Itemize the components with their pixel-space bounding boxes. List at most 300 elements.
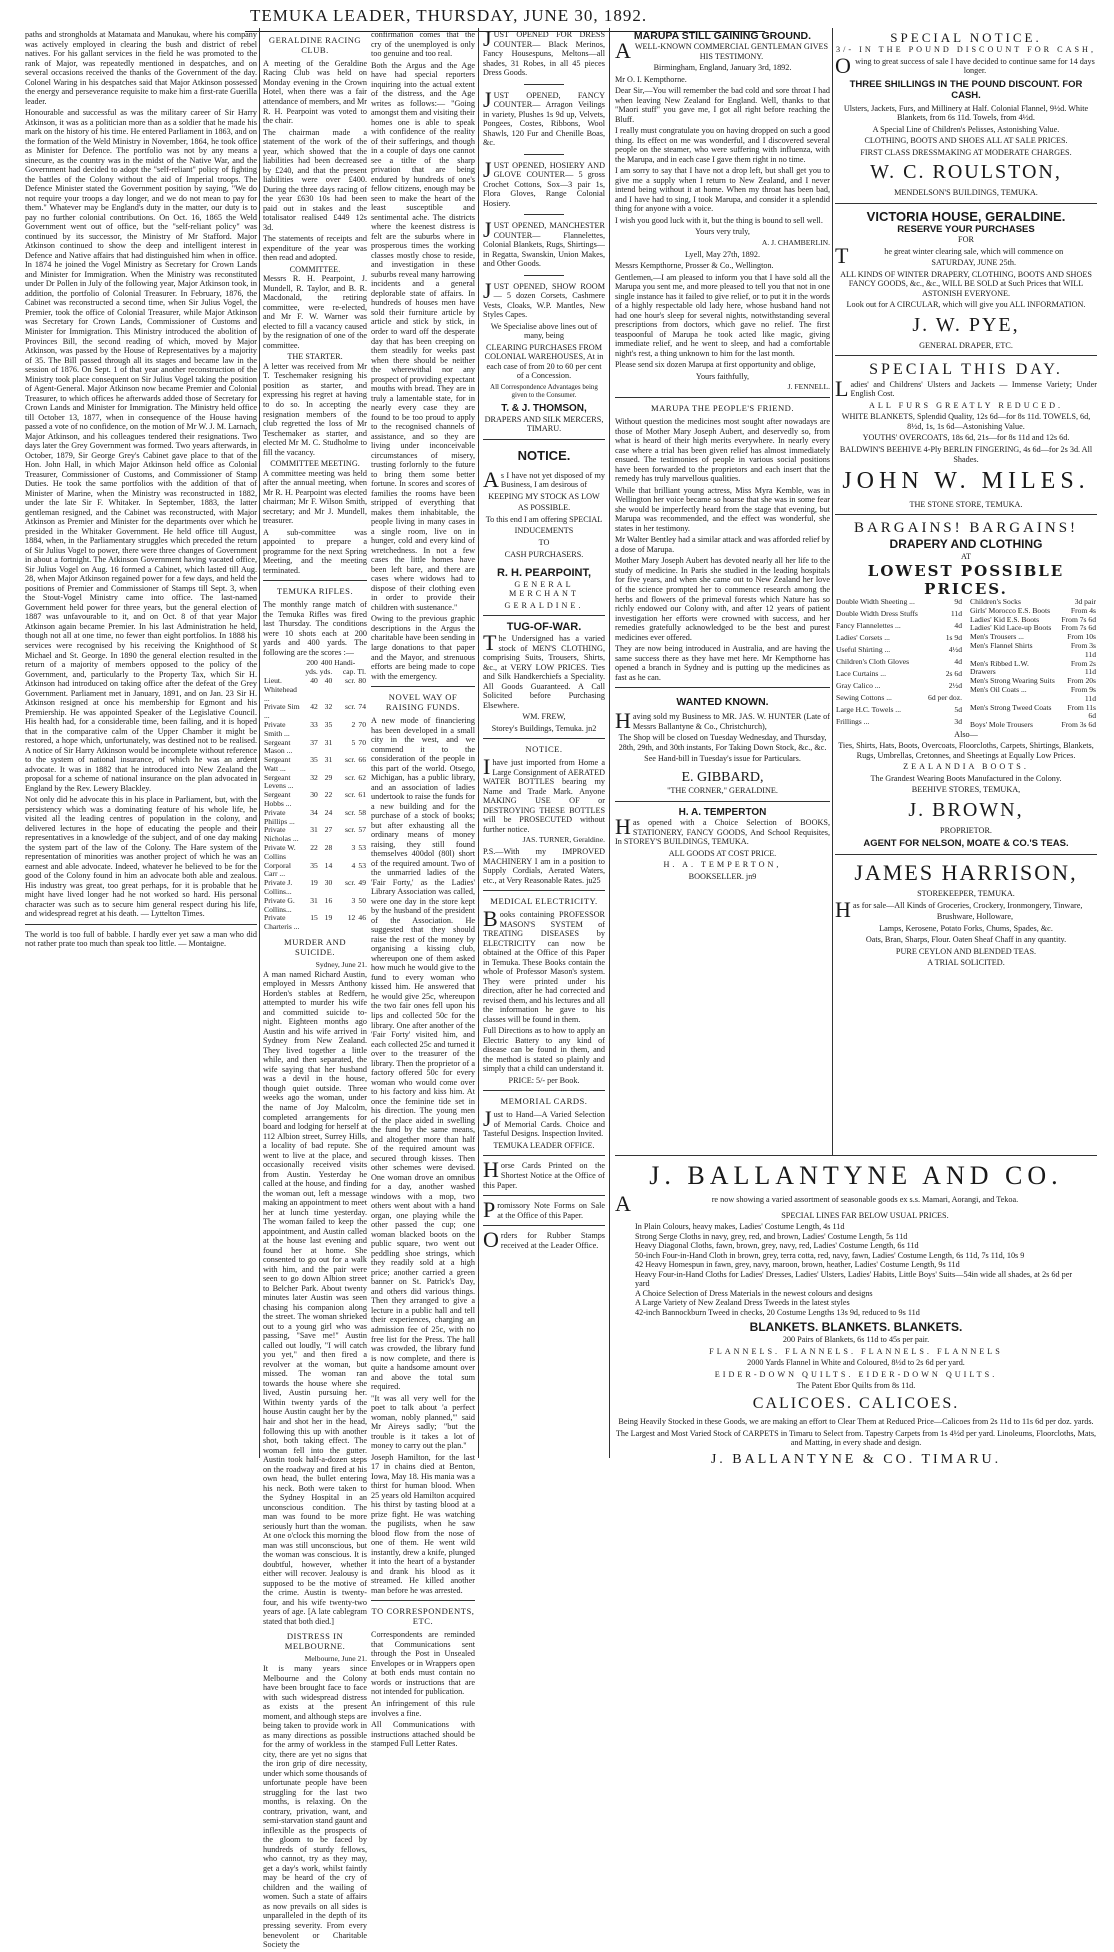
item-name: Useful Shirting ... [836, 644, 891, 654]
item-price: From 7s 6d [1061, 623, 1096, 633]
table-cell: 53 [358, 860, 366, 870]
table-cell: 34 [310, 807, 318, 817]
item-price: From 4s [1070, 605, 1096, 615]
item-name: Men's Strong Wearing Suits [970, 676, 1055, 686]
text: Orders for Rubber Stamps received at the Leader Office. [483, 1227, 605, 1253]
table-cell: scr. [345, 755, 356, 765]
text: Mr Walter Bentley had a similar attack and was afforded relief by a dose of Marupa. [615, 535, 830, 554]
text: I really must congratulate you on having dropped on such a good thing. Its effect on me was wonderful, and I discovered several people on the steamer, who were suffering with influenza, with the Marupa, and in each case I gave them right in no time. [615, 126, 830, 164]
table-cell: 31 [310, 825, 318, 835]
text: The Shop will be closed on Tuesday Wednesday, and Thursday, 28th, 29th, and 30th instants, For Taking Down Stock, &c., &c. [618, 733, 827, 752]
paragraph: Owing to the previous graphic descriptions in the Argus the charitable have been sending in large donations to that paper and the Mayor, and strenuous efforts are being made to cope with the emergency. [371, 614, 475, 681]
item-price: 3d [954, 716, 962, 726]
table-cell: 42 [310, 702, 318, 712]
price-list [835, 598, 1097, 730]
item-price: From 7s 6d [1061, 614, 1096, 624]
item-price: 1s 9d [945, 632, 962, 642]
heading-tug-of-war: TUG-OF-WAR. [506, 621, 582, 634]
item-name: Girls' Morocco E.S. Boots [970, 605, 1051, 615]
paragraph: An infringement of this rule involves a fine. [371, 1698, 475, 1718]
text: Brushware, Holloware, [936, 912, 1014, 922]
text: Has for sale—All Kinds of Groceries, Crockery, Ironmongery, Tinware, [835, 896, 1083, 922]
divider [371, 1600, 475, 1601]
paragraph: A sub-committee was appointed to prepare a programme for the next Spring Meeting, and the meeting terminated. [263, 527, 367, 575]
item-price: 2½d [948, 680, 962, 690]
table-cell: 14 [324, 860, 333, 870]
text: Oats, Bran, Sharps, Flour. Oaten Sheaf Chaff in any quantity. [865, 935, 1067, 945]
table-row [263, 739, 367, 757]
table-cell: scr. [345, 807, 356, 817]
paragraph: A new mode of financiering has been developed in a small city in the west, and we commend it to the consideration of the people in this part of the world. Otsego, Michigan, has a public library, and an association of ladies undertook to raise the funds for a new building and for the purchase of a stock of books; but after exhausting all the ordinary means of money raising, they still found themselves 400dol (80l) short of the required amount. Two of the unmarried ladies of the 'Fair Forty,' as the Ladies' Library Association was called, were one day in the store kept by the husband of the president of the Association. He suggested that they should raise the rest of the money by organising a kissing club, whereupon one of them asked how much he would give to the fund to every woman who kissed him. He answered that he would give 25c, whereupon the two fair ones fell upon his lips and collected 50c for the library. One after another of the 'Fair Forty' visited him, and each collected 25c and turned it over to the treasurer of the library. Then the proprietor of a factory offered 50c for every woman who would come over to his factory and kiss him. At once the feminine tide set in his direction. The young men of the place aided in swelling the fund by the same means, and altogether more than half of the required amount was secured through kisses. Then other schemes were devised. One woman drove an omnibus for a day, another washed windows with a mop, two others went about with a hand organ, one playing while the other passed the cup; one woman blacked boots on the public square, two went out peddling shoe strings, which they readily sold at a high price; another carried a green banner on St. Patrick's Day, and others did various things. Then they arranged to give a lecture in a public hall and tell their experiences, charging an admission fee of 25c, with no free list for the Press. The hall was crowded, the library fund is now complete, and there is quite a handsome amount over and above the total sum required. [371, 716, 475, 1392]
table-cell: 46 [358, 913, 366, 923]
text: AS POSSIBLE. [517, 503, 571, 513]
text: Just to Hand—A Varied Selection of Memorial Cards. Choice and Tasteful Designs. Inspection Invited. [483, 1106, 605, 1139]
article-paragraph: Not only did he advocate this in his place in Parliament, but, with the persistency which was a dominating feature of his whole life, he visited all the leading centres of population in the colony, and delivered lectures in the hope of educating the people and their representatives in a knowledge of the subject, and of one day making the system part of the law of the Colony. The Hare system of the representation of minorities was another project of which he was an earnest and able advocate. Indeed, whatever he believed to be for the good of the Colony found in him an advocate both able and zealous. His industry was great, too great perhaps, for it is probable that he might have lived longer had he not worked so hard. His personal character was such as to secure him general respect during his life, and widespread regret at his death. — Lyttelton Times. [25, 795, 257, 919]
ballantyne-advertisement [615, 1155, 1097, 1467]
advertiser-name: W. C. ROULSTON, [870, 161, 1062, 184]
heading-medical-electricity: MEDICAL ELECTRICITY. [490, 896, 598, 907]
advertiser-name: H. A. TEMPERTON [678, 806, 767, 818]
special-lines-list [615, 1222, 1097, 1317]
text: Ulsters, Jackets, Furs, and Millinery at Half. Colonial Flannel, 9½d. White Blankets, from 6s 11d. Towels, from 4½d. [843, 103, 1089, 123]
text: Having sold my Business to MR. JAS. W. HUNTER (Late of Messrs Ballantyne & Co., Christchurch), [615, 708, 830, 734]
table-cell: 62 [358, 772, 366, 782]
advertiser-name: WM. FREW, [522, 712, 566, 722]
heading-racing-club: GERALDINE RACING CLUB. [268, 35, 362, 55]
text: See Hand-bill in Tuesday's issue for Particulars. [644, 754, 801, 764]
table-cell: scr. [345, 702, 356, 712]
paragraph: Both the Argus and the Age have had special reporters inquiring into the actual extent of the distress, and the Age writes as follows:— "Going amongst them and visiting their homes one is able to speak with confidence of the reality of their sufferings, and though in a couple of days one cannot see a titlte of the sharp privation that are being endured by hundreds of one's fellow citizens, enough may be seen to make the heart of the least susceptible and sentimental ache. The districts where the keenest distress is felt are the suburbs where in prosperous times the working classes mostly chose to reside, and investigation in these suburbs reveal many harrowing incidents and a general deplorable state of affairs. In hundreds of houses men have sold their furniture article by article and stick by stick, in order to ward off the desperate day that has been creeping on them steadily for weeks past when there should be neither the wherewithal nor any prospect of providing expectant mouths with bread. They are in truly a lamentable state, for in nearly every case they are found to be too proud to apply to the recognised channels of assistance, and so they are living under inconceivable circumstances of misery, trusting forlornly to the future to bring them some better fortune. In scores and scores of families the rooms have been stripped of everything that makes them inhabitable, the people living in many cases in a single room, live on in hunger, cold and every kind of wretchedness. In not a few cases the little homes have been left bare, and there are cases where widows had to dispose of their clothing even in order to provide their children with sustenance." [371, 60, 475, 612]
text: Birmingham, England, January 3rd, 1892. [653, 63, 792, 73]
table-cell: Sergeant Levens ... [264, 772, 294, 791]
table-row [263, 809, 367, 827]
text: DRAPERS AND SILK MERCERS, TIMARU. [484, 414, 604, 434]
table-cell: Sergeant Watt ... [264, 755, 291, 773]
table-cell: Sergeant Hobbs ... [264, 790, 292, 809]
text: 3/- IN THE POUND DISCOUNT FOR CASH, [835, 45, 1097, 55]
heading-memorial-cards: MEMORIAL CARDS. [500, 1096, 588, 1107]
divider [483, 890, 605, 891]
text: While that brilliant young actress, Miss Myra Kemble, was in Wellington her voice became so hoarse that she was in some fear she would be imperfectly heard from the stage that evening, but Marupa was recommended, and the effect was wonderful, she states in her testimony. [615, 485, 830, 533]
heading-notice: NOTICE. [525, 744, 563, 755]
table-cell: 33 [310, 719, 318, 729]
table-header: yds. [305, 667, 318, 677]
divider [524, 84, 564, 85]
table-cell: scr. [345, 790, 356, 800]
article-paragraph: Honourable and successful as was the military career of Sir Harry Atkinson, it was as a politician more than as a soldier that he made his mark on the history of his time. He entered Parliament in 1863, and on the formation of the Weld Ministry in November, 1864, he took office as Minister for Defence. The portfolio was not by any means a sinecure, as the country was in the midst of the Native War, and the Government had decided to adopt the "self-reliant" policy of fighting the battles of the Colony without the aid of Imperial troops. The Defence Minister stated the Government position by saying, "We do not require your troops a day longer, and we do not mean to pay for them." Whatever may be England's duty in the matter, our duty is to pay no further colonial contributions. On Oct. 16, 1865 the Weld Government went out of office, but the "self-reliant policy" was continued by its successor, the Ministry of Mr Stafford. Major Atkinson continued to show the deep and intelligent interest in Defence and Native affairs that had distinguished him when in office. In 1874 he joined the Vogel Ministry as Secretary for Crown Lands and Minister for Immigration. When the Ministry was reconstituted under Dr Pollen in July of the following year, Major Atkinson took, in addition, the portfolio of Colonial Treasurer. In February, 1876, the Cabinet was reconstructed a second time, when Sir Julius Vogel, the Premier, took the office of Colonial Treasurer, while Major Atkinson was Secretary for Crown Lands, Commissioner of Customs and Minister for Immigration. This Ministry introduced the abolition of Provinces Bill, the second reading of which, moved by Major Atkinson, was passed by the House of Representatives by a majority of 35. The Bill passed through all its stages and became law in the session of 1876. On Sept. 1 of that year another reconstruction of the Ministry took place consequent on Sir Julius Vogel taking the position of Agent-General. Major Atkinson now became Premier and Colonial Treasurer, to which offices he afterwards added those of Secretary for Crown Lands and Minister for Immigration. The Ministry held office till October 13, 1877, when in consequence of the House having passed a vote of no confidence, on the motion of Mr W. J. M. Larnach, Major Atkinson, and his colleagues tendered their resignations. Two days later the Grey Government was formed. Two years afterwards, in October, 1879, Sir George Grey's Cabinet gave place to that of the Hon. John Hall, in which Major Atkinson held office as Colonial Treasurer, Commissioner of Customs, and Commissioner of Stamp Duties. He took the same portfolios with the addition of that of Minister of Marine, when the Ministry was reconstructed in 1882, under the late Sir F. Whitaker. In September, 1883, the latter gentleman resigned, and the Cabinet was reconstructed, with Major Atkinson as Premier and Minister for the departments over which he presided in the Whitaker Government. He held office till August, 1884, when, in the Parliamentary struggles which preceded the return of Sir Julius Vogel to power, there were three changes of Government in about a fortnight. The Atkinson Government having vacated office, Sir Julius Vogel on Aug. 16 formed a Cabinet, which lasted till Aug. 28, when Major Atkinson regained power for a few days, and held the positions of Premier and Commissioner of Stamps till Sept. 3, when the Stout-Vogel Ministry came into office. The last-named Government held power for three years, but the general election of 1887 was unfavourable to it, and on Oct. 8 of that year Major Atkinson again became Premier. In his last Administration he held, though not all at one time, no fewer than eight portfolios. In 1888 his services were recognised by his receiving the Knighthood of St Michael and St. George. In 1890 the general election resulted in the return of a majority of members opposed to the policy of the Government, and, particularly to the Property Tax, which Sir H. Atkinson had introduced on taking office after the defeat of the Grey Government. Parliament met in January, 1891, and on Jan. 23 Sir H. Atkinson resigned at once his membership for Egmont and his Premiership. He was appointed Speaker of the Legislative Council. His health had, for a considerable time, been failing, and it is hoped that in the comparative calm of the Upper Chamber it might be restored, a hope which, unfortunately, was destined not to be realised. A notice of Sir Harry Atkinson would be incomplete without reference to the system of national insurance, of which he was an ardent advocate. It was in 1882 that he introduced into New Zealand the proposal for a scheme of national insurance on the plan advocated in England by the Rev. Lewery Blackley. [25, 108, 257, 793]
text: The Largest and Most Varied Stock of CARPETS in Timaru to Select from. Tapestry Carpets from 1s 4½d per yard. Linoleums, Floorcloths, Mats, and Matting, in every shade and design. [615, 1428, 1097, 1448]
text: Are now showing a varied assortment of seasonable goods ex s.s. Mamari, Aorangi, and Tekoa. [615, 1191, 1019, 1217]
text: Lyell, May 27th, 1892. [684, 249, 761, 259]
advertiser-name: J. BROWN, [908, 799, 1024, 821]
paragraph: confirmation comes that the cry of the unemployed is only too genuine and too real. [371, 30, 475, 59]
table-cell: Private Nicholas ... [264, 825, 299, 844]
text: H. A. TEMPERTON, [663, 860, 782, 870]
table-cell: 19 [310, 878, 318, 888]
advertiser-name: J. BALLANTYNE AND CO. [649, 1161, 1063, 1190]
item-price: 5d [954, 704, 962, 714]
item-price: 2s 6d [945, 668, 962, 678]
footer-quote: The world is too full of babble. I hardly ever yet saw a man who did not rather prate too much than speak too little. — Montaigne. [25, 929, 257, 949]
article-paragraph: paths and strongholds at Matamata and Manukau, where his company was actively employed in clearing the bush and district of rebel natives. For his gallant services in the field he was promoted to the rank of Major, was repeatedly mentioned in despatches, and on several occasions received the thanks of the Government of the day. Colonel Waring in his despatches said that Major Atkinson possessed the energy and perseverance requisite to make him a first-rate Guerilla leader. [25, 30, 257, 106]
table-row [263, 826, 367, 844]
table-row [263, 879, 367, 897]
headline: BLANKETS. BLANKETS. BLANKETS. [749, 1320, 963, 1335]
list-item: In Plain Colours, heavy makes, Ladies' Costume Length, 4s 11d [635, 1222, 845, 1232]
table-cell: 40 [310, 675, 318, 685]
subheading: THE STARTER. [287, 352, 343, 362]
table-cell: 29 [324, 772, 333, 782]
text: MENDELSON'S BUILDINGS, TEMUKA. [894, 188, 1038, 198]
table-cell: 19 [324, 913, 333, 923]
divider [615, 801, 830, 802]
divider [483, 439, 605, 440]
table-cell: 4 [351, 860, 356, 870]
text: BALDWIN'S BEEHIVE 4-Ply BERLIN FINGERING, 4s 6d—for 2s 3d. All Shades. [839, 444, 1093, 464]
ad-fancy-counter: JUST OPENED, FANCY COUNTER— Arragon Veilings in variety, Plushes 1s 9d up, Velvets, Pongees, Costes, Ribbons, Wool Shawls, 120 Fur and Chenille Boas, &c. [483, 86, 605, 148]
divider [615, 687, 830, 688]
table-row [263, 721, 367, 739]
text: FLANNELS. FLANNELS. FLANNELS. FLANNELS [709, 1346, 1003, 1356]
divider [483, 738, 605, 739]
text: We Specialise above lines out of many, being [490, 321, 598, 341]
item-name: Ladies' Kid Lace-up Boots [970, 623, 1052, 633]
price-list-right [969, 598, 1097, 730]
item-name: Double Width Sheeting ... [836, 596, 915, 606]
text: ALL FURS GREATLY REDUCED. [868, 400, 1064, 410]
text: Also— [954, 729, 978, 739]
table-header: 400 [320, 658, 333, 668]
table-cell: Lieut. Whitehead ... [264, 675, 297, 703]
table-cell: 32 [310, 772, 318, 782]
table-cell: Sergeant Mason ... [264, 737, 293, 756]
table-cell: 27 [324, 825, 333, 835]
paragraph: A committee meeting was held after the annual meeting, when Mr R. H. Pearpoint was elected chairman; Mr F. Wilson Smith, secretary; and Mr J. Mundell, treasurer. [263, 468, 367, 526]
item-price: 4½d [948, 644, 962, 654]
table-cell: 30 [324, 878, 333, 888]
paragraph: A man named Richard Austin, employed in Messrs Anthony Horden's stables at Redfern, attempted to murder his wife and committed suicide to-night. Eighteen months ago Austin and his wife arrived in Sydney from New Zealand. They lived together a little while, and then separated, the wife saying that her husband was a devil in the house, though quiet outside. Three weeks ago the woman, under the name of Joy Malcolm, completed arrangements for board and lodging for herself at 112 Albion street, Surrey Hills, a locality of bad repute. She went to live at the place, and occasionally received visits from Austin. Yesterday he called at the house, and finding the woman out, left a message making an appointment to meet her at lunch time yesterday. The woman failed to keep the appointment, and Austin called at the house last evening and found her at home. She consented to go out for a walk with him, and the pair were seen to go down Albion street to Belcher Park. About twenty minutes later Austin was seen chasing his companion along the street. The woman shrieked out to a young girl who was passing, "Save me!" Austin called out loudly, "I will catch you yet," and then fired a revolver at the woman, but missed. The woman ran towards the house where she lived, Austin pursuing her. Within twenty yards of the house Austin caught her by the hair and shot her in the head, following this up with another shot, both taking effect. The woman fell into the gutter. Austin took half-a-dozen steps on the roadway and fired at his own head, the bullet entering his neck. Both were taken to the Sydney Hospital in an unconscious condition. The man was found to be more seriously hurt than the woman. At one o'clock this morning the man was still unconscious, but the woman was conscious. It is doubtful, however, whether either will recover. Jealousy is supposed to be the motive of the crime. Austin is twenty-four, and his wife twenty-two years of age. [A late cablegram stated that both died.] [263, 969, 367, 1626]
divider [835, 854, 1097, 855]
item-name: Frillings ... [836, 716, 870, 726]
table-cell: Private Smith ... [264, 719, 290, 738]
table-cell: 57 [358, 825, 366, 835]
table-cell: Private Phillips ... [264, 807, 295, 826]
item-name: Lace Curtains ... [836, 668, 886, 678]
text: GERALDINE. [504, 600, 584, 610]
paragraph: The monthly range match of the Temuka Rifles was fired last Thursday. The conditions were 10 shots each at 200 yards and 400 yards. The following are the scores :— [263, 600, 367, 657]
item-price: 4d [954, 656, 962, 666]
table-cell: 31 [310, 895, 318, 905]
table-cell: 31 [324, 737, 333, 747]
table-cell: 74 [358, 702, 366, 712]
headline: LOWEST POSSIBLE PRICES. [867, 562, 1065, 598]
text: AWELL-KNOWN COMMERCIAL GENTLEMAN GIVES HIS TESTIMONY. [615, 38, 829, 64]
item-price: From 3s 6d [1061, 720, 1096, 730]
text: WHITE BLANKETS, Splendid Quality, 12s 6d—for 8s 11d. TOWELS, 6d, 8½d, 1s, 1s 6d—Astonishing Value. [841, 412, 1091, 431]
text: Promissory Note Forms on Sale at the Office of this Paper. [483, 1197, 605, 1223]
text: Full Directions as to how to apply an Electric Battery to any kind of disease can be found in them, and the method is stated so plainly and simply that a child can understand it. [483, 1026, 605, 1074]
table-header: cap. [342, 667, 356, 677]
text: TEMUKA LEADER OFFICE. [493, 1140, 595, 1150]
text: Owing to great success of sale I have decided to continue same for 14 days longer. [835, 52, 1095, 78]
list-item [835, 706, 963, 718]
headline: AGENT FOR NELSON, MOATE & CO.'S TEAS. [863, 837, 1069, 849]
text: Yours faithfully, [695, 371, 750, 381]
list-item [969, 686, 1097, 704]
text: 2000 Yards Flannel in White and Coloured, 8½d to 2s 6d per yard. [747, 1358, 965, 1368]
table-cell: 35 [324, 719, 333, 729]
heading-special-this-day: SPECIAL THIS DAY. [869, 361, 1063, 379]
item-price: 4d [954, 620, 962, 630]
divider [524, 275, 564, 276]
text: Gentlemen,—I am pleased to inform you that I have sold all the Marupa you sent me, and more pleased to tell you that not in one single instance has it failed to give relief, or to put it in the words of a highly respectable old lady here, whose husband hand not had one hour's sleep for several nights, notwithstanding several prescriptions from doctors, which gave no relief. The first teaspoonful of Marupa he took acted like magic, giving immediate relief, and he went to sleep, and had a comfortable night's rest, a thing unknown to him for the last month. [615, 272, 830, 358]
text: Yours very truly, [695, 227, 750, 237]
advertiser-name: JAMES HARRISON, [854, 859, 1078, 885]
text: Books containing PROFESSOR MASON'S SYSTEM of TREATING DISEASES by ELECTRICITY can now be obtained at the Office of this Paper in Temuka. These Books contain the whole of Professor Mason's system. They were printed under his direction, after he had corrected and revised them, and his lectures and all the information he gave to his classes will be found in them. [483, 906, 605, 1024]
text: KEEPING MY STOCK AS LOW [488, 491, 600, 501]
table-cell: 37 [310, 737, 318, 747]
text: ZEALANDIA BOOTS. [903, 762, 1029, 772]
advertiser-name: JOHN W. MILES. [842, 468, 1090, 495]
divider [835, 203, 1097, 204]
table-cell: Private Charteris ... [264, 913, 300, 932]
heading-peoples-friend: MARUPA THE PEOPLE'S FRIEND. [650, 403, 795, 414]
text: A TRIAL SOLICITED. [927, 958, 1005, 968]
text: The great winter clearing sale, which will commence on [835, 242, 1064, 268]
item-price: 11d [950, 608, 962, 618]
divider [483, 1090, 605, 1091]
table-cell: 70 [358, 719, 366, 729]
paragraph: All Communications with instructions attached should be stamped Full Letter Rates. [371, 1720, 475, 1749]
heading-distress-melbourne: DISTRESS IN MELBOURNE. [284, 1631, 346, 1652]
headline: THREE SHILLINGS IN THE POUND DISCOUNT. FOR CASH. [849, 78, 1083, 101]
advertiser-name: T. & J. THOMSON, [501, 403, 587, 415]
table-cell: Private W. Collins [264, 843, 296, 861]
item-name: Children's Cloth Gloves [836, 656, 910, 666]
item-price: From 20s [1067, 676, 1096, 686]
column-2 [263, 30, 475, 1950]
divider [263, 580, 367, 581]
table-cell: 3 [351, 895, 356, 905]
divider [25, 924, 257, 925]
price: PRICE: 5/- per Book. [508, 1075, 580, 1085]
item-name: Double Width Dress Stuffs [836, 608, 918, 618]
item-name: Sewing Cottons ... [836, 692, 892, 702]
item-price: 6d per doz. [928, 692, 962, 702]
text: ALL GOODS AT COST PRICE. [668, 848, 777, 858]
ad-dress-counter: JUST OPENED FOR DRESS COUNTER— Black Merinos, Fancy Housespuns, Meltons—all shades, 31 Robes, in all 45 pieces Dress Goods. [483, 26, 605, 78]
table-cell: 49 [358, 878, 366, 888]
heading-notice: NOTICE. [517, 447, 571, 463]
divider [371, 686, 475, 687]
table-cell: 30 [310, 790, 318, 800]
item-name: Boys' Mole Trousers [970, 720, 1033, 730]
item-name: Fancy Flannelettes ... [836, 620, 901, 630]
rifle-scores-table [263, 659, 367, 932]
item-name: Ladies' Corsets ... [836, 632, 890, 642]
text: As I have not yet disposed of my Business, I am desirous of [483, 466, 605, 492]
paragraph: Correspondents are reminded that Communications sent through the Post in Unsealed Envelopes or in Wrappers open at both ends must contain no words or instructions that are not intended for publication. [371, 1630, 475, 1697]
headline: DRAPERY AND CLOTHING [889, 536, 1043, 551]
item-name: Men's Trousers ... [970, 632, 1024, 642]
table-cell: 12 [347, 913, 356, 923]
newspaper-title: TEMUKA LEADER, THURSDAY, JUNE 30, 1892. [250, 6, 648, 25]
list-item: A Choice Selection of Dress Materials in the newest colours and designs [635, 1288, 873, 1298]
item-price: From 11s 6d [1067, 702, 1096, 721]
text: The Grandest Wearing Boots Manufactured in the Colony. [870, 773, 1062, 783]
item-price: From 3s 11d [1070, 640, 1096, 659]
list-item: 42-inch Bannockburn Tweed in checks, 20 Costume Lengths 13s 9d, reduced to 9s 11d [635, 1307, 920, 1317]
table-header: Handi- [334, 658, 356, 668]
text: 200 Pairs of Blankets, 6s 11d to 45s per pair. [782, 1335, 930, 1345]
list-item [835, 718, 963, 730]
table-row [263, 844, 367, 862]
text: SPECIAL LINES FAR BELOW USUAL PRICES. [781, 1210, 949, 1220]
ad-show-room: JUST OPENED, SHOW ROOM— 5 dozen Corsets, Cashmere Vests, Cloaks, W.P. Mantles, New Styles Capes. [483, 277, 605, 320]
text: Dear Sir,—You will remember the bad cold and sore throat I had when leaving New Zealand for England. Well, thanks to that "Maori stuff" you gave me, I got all right before reaching the Bluff. [615, 86, 830, 124]
table-row [263, 756, 367, 774]
table-cell: Private Sim ... [264, 702, 300, 721]
table-cell: 3 [351, 843, 356, 853]
heading-wanted-known: WANTED KNOWN. [676, 696, 769, 709]
table-cell: 66 [358, 755, 366, 765]
text: I wish you good luck with it, but the thing is bound to sell well. [615, 215, 823, 225]
divider [524, 214, 564, 215]
text: To this end I am offering SPECIAL [485, 514, 603, 524]
table-cell: 28 [324, 843, 333, 853]
text: Being Heavily Stocked in these Goods, we are making an effort to Clear Them at Reduced Price—Calicoes from 2s 11d to 11s 6d per doz. yards. [618, 1417, 1094, 1427]
table-row [263, 862, 367, 880]
paragraph: The chairman made a statement of the work of the year, which showed that the liabilities had been decreased by £240, and that the present liabilities were over £400. During the three days racing of the year £630 10s had been paid out in stakes and the totalisator realised £449 12s 3d. [263, 127, 367, 232]
table-cell: 32 [324, 702, 333, 712]
text: Messrs Kempthorne, Prosser & Co., Wellington. [615, 261, 774, 271]
table-cell: 22 [324, 790, 333, 800]
signature: JAS. TURNER, Geraldine. [522, 835, 605, 845]
paragraph: Messrs R. H. Pearpoint, J. Mundell, R. Taylor, and B. R. Macdonald, the retiring committee, were re-elected, and Mr F. W. Warner was elected to fill a vacancy caused by the resignation of one of the committee. [263, 274, 367, 350]
divider [483, 1225, 605, 1226]
text: GENERAL DRAPER, ETC. [919, 340, 1013, 350]
dateline: Sydney, June 21. [315, 959, 367, 969]
table-cell: 61 [358, 790, 366, 800]
text: Has opened with a Choice Selection of BOOKS, STATIONERY, FANCY GOODS, And School Requisites, In STOREY'S BUILDINGS, TEMUKA. [615, 814, 830, 847]
divider [835, 514, 1097, 515]
text: Ladies' and Childrens' Ulsters and Jackets — Immense Variety; Under English Cost. [835, 375, 1097, 401]
item-name: Men's Flannel Shirts [970, 640, 1033, 650]
table-cell: 31 [324, 755, 333, 765]
table-cell: Private J. Collins... [264, 878, 293, 897]
table-cell: 80 [358, 675, 366, 685]
text: Look out for A CIRCULAR, which will give you ALL INFORMATION. [846, 300, 1086, 310]
list-item: Heavy Four-in-Hand Cloths for Ladies' Dresses, Ladies' Ulsters, Ladies' Habits, Little Boys' Suits—54in wide all shades, at 2s 6d per yard [635, 1269, 1073, 1289]
table-cell: scr. [345, 878, 356, 888]
text: Horse Cards Printed on the Shortest Notice at the Office of this Paper. [483, 1157, 605, 1190]
text: PROPRIETOR. [940, 826, 992, 836]
item-name: Ladies' Kid E.S. Boots [970, 614, 1040, 624]
heading-novel-funds: NOVEL WAY OF RAISING FUNDS. [385, 692, 461, 713]
divider [483, 615, 605, 616]
advertiser-name: R. H. PEARPOINT, [496, 567, 592, 580]
list-item: 42 Heavy Homespun in fawn, grey, navy, maroon, brown, heather, Ladies' Costume Length, 9s 11d [635, 1260, 960, 1270]
text: TO [538, 538, 550, 547]
divider [615, 1155, 1097, 1156]
item-price: From 10s [1067, 632, 1096, 642]
item-price: 9d [954, 596, 962, 606]
table-header [263, 659, 304, 668]
item-name: Children's Socks [970, 596, 1021, 606]
text: Please send six dozen Marupa at first opportunity and oblige, [615, 360, 816, 370]
heading-special-notice: SPECIAL NOTICE. [890, 30, 1042, 45]
table-cell: 22 [310, 843, 318, 853]
text: "THE CORNER," GERALDINE. [667, 786, 778, 796]
column-1-atkinson-article [25, 30, 257, 1455]
divider [615, 397, 830, 398]
text: STOREKEEPER, TEMUKA. [917, 889, 1015, 899]
table-cell: 15 [310, 913, 318, 923]
text: INDUCEMENTS [514, 526, 574, 536]
item-name: Men's Ribbed L.W. Drawers [970, 658, 1029, 677]
paragraph: A letter was received from Mr T. Teschemaker resigning his position as starter, and expressing his regret at having to do so. In accepting the resignation members of the club regretted the loss of Mr Teschemaker as starter, and elected Mr M. C. Studholme to fill the vacancy. [263, 361, 367, 457]
text: Without question the medicines most sought after nowadays are those of Mother Mary Joseph Aubert, and deservedly so, from what is heard of their high merits everywhere. In nearly every case where a trial has been given relief has almost immediately ensued. The testimonies of people in various social positions have been forwarded to the proprietors and each insert that the remedy has truly marvellous qualities. [615, 417, 830, 484]
table-header: 200 [306, 658, 318, 668]
masthead [0, 0, 1114, 26]
headline: RESERVE YOUR PURCHASES [897, 224, 1035, 236]
text: All Correspondence Advantages being given to the Consumer. [490, 382, 598, 400]
divider [835, 355, 1097, 356]
heading-murder-suicide: MURDER AND SUICIDE. [283, 937, 347, 957]
item-price: From 2s 11d [1070, 658, 1096, 677]
headline: CALICOES. CALICOES. [752, 1394, 960, 1412]
list-item [969, 642, 1097, 660]
signature: A. J. CHAMBERLIN. [761, 237, 830, 247]
text: BOOKSELLER. jn9 [688, 871, 757, 881]
text: PURE CEYLON AND BLENDED TEAS. [895, 946, 1037, 956]
paragraph: Joseph Hamilton, for the last 17 in chains died at Benton, Iowa, May 18. His mania was a thirst for human blood. When 25 years old Hamilton acquired his thirst by tasting blood at a prize fight. He was watching the pugilists, when he saw blood flow from the nose of one of them. He went wild instantly, drew a knife, plunged it into the heart of a bystander and drank his blood as it streamed. He killed another man before he was arrested. [371, 1452, 475, 1595]
text: ALL KINDS OF WINTER DRAPERY, CLOTHING, BOOTS AND SHOES FANCY GOODS, &c., &c., WILL BE SOLD at Such Prices that WILL ASTONISH EVERYONE. [840, 269, 1092, 298]
table-row [263, 774, 367, 792]
headline: BARGAINS! BARGAINS! [853, 520, 1079, 537]
text: THE STONE STORE, TEMUKA. [909, 499, 1023, 509]
list-item [969, 660, 1097, 678]
paragraph: "It was all very well for the poet to talk about 'a perfect woman, nobly planned,'" said Mr Aireys sadly; "but the trouble is it takes a lot of money to carry out the plan." [371, 1393, 475, 1451]
text: A Special Line of Children's Pelisses, Astonishing Value. [872, 124, 1060, 134]
table-row [263, 677, 367, 703]
item-price: 3d pair [1074, 596, 1096, 606]
table-row [263, 897, 367, 915]
advertiser-name: J. W. PYE, [912, 313, 1020, 336]
paragraph: A meeting of the Geraldine Racing Club was held on Monday evening in the Crown Hotel, when there was a fair attendance of members, and Mr R. H. Pearpoint was voted to the chair. [263, 58, 367, 126]
table-cell: 16 [324, 895, 333, 905]
divider [524, 154, 564, 155]
text: CLEARING PURCHASES FROM COLONIAL WAREHOUSES, At in each case of from 20 to 60 per cent of a Concession. [484, 342, 604, 381]
advertiser-name: E. GIBBARD, [681, 769, 764, 785]
text: Storey's Buildings, Temuka. jn2 [491, 723, 597, 733]
paragraph: It is many years since Melbourne and the Colony have been brought face to face with such widespread distress as exists at the present moment, and although steps are being taken to provide work in as many directions as possible for the army of workless in the city, there are yet no signs that the iron grip of dire necessity, under which some thousands of unfortunate people have been struggling for the last two months, is relaxing. On the contrary, privation, want, and semi-starvation stand gaunt and inflexible as the prospects of the gloom to be faced by hundreds of sturdy fellows, who cannot, try as they may, get a day's work, whilst faintly may be heard of the cry of children and the wailing of women. Such a state of affairs as now prevails on all sides is unparalleled in the depth of its pressing severity. From every benevolent or Charitable Society the [263, 1664, 367, 1950]
price-list-left [835, 598, 963, 730]
signature: J. FENNELL. [787, 382, 830, 392]
table-cell: Corporal Carr ... [264, 860, 291, 879]
list-item [969, 721, 1097, 730]
heading-correspondents: TO CORRESPONDENTS, ETC. [371, 1606, 475, 1627]
table-cell: 53 [358, 843, 366, 853]
table-row [263, 914, 367, 932]
text: AT [960, 551, 971, 561]
text: BEEHIVE STORES, TEMUKA, [911, 785, 1021, 795]
text: FIRST CLASS DRESSMAKING AT MODERATE CHARGES. [860, 147, 1072, 157]
list-item [835, 694, 963, 706]
table-cell: 50 [358, 895, 366, 905]
column-3-ads [483, 26, 605, 1455]
item-name: Gray Calico ... [836, 680, 881, 690]
